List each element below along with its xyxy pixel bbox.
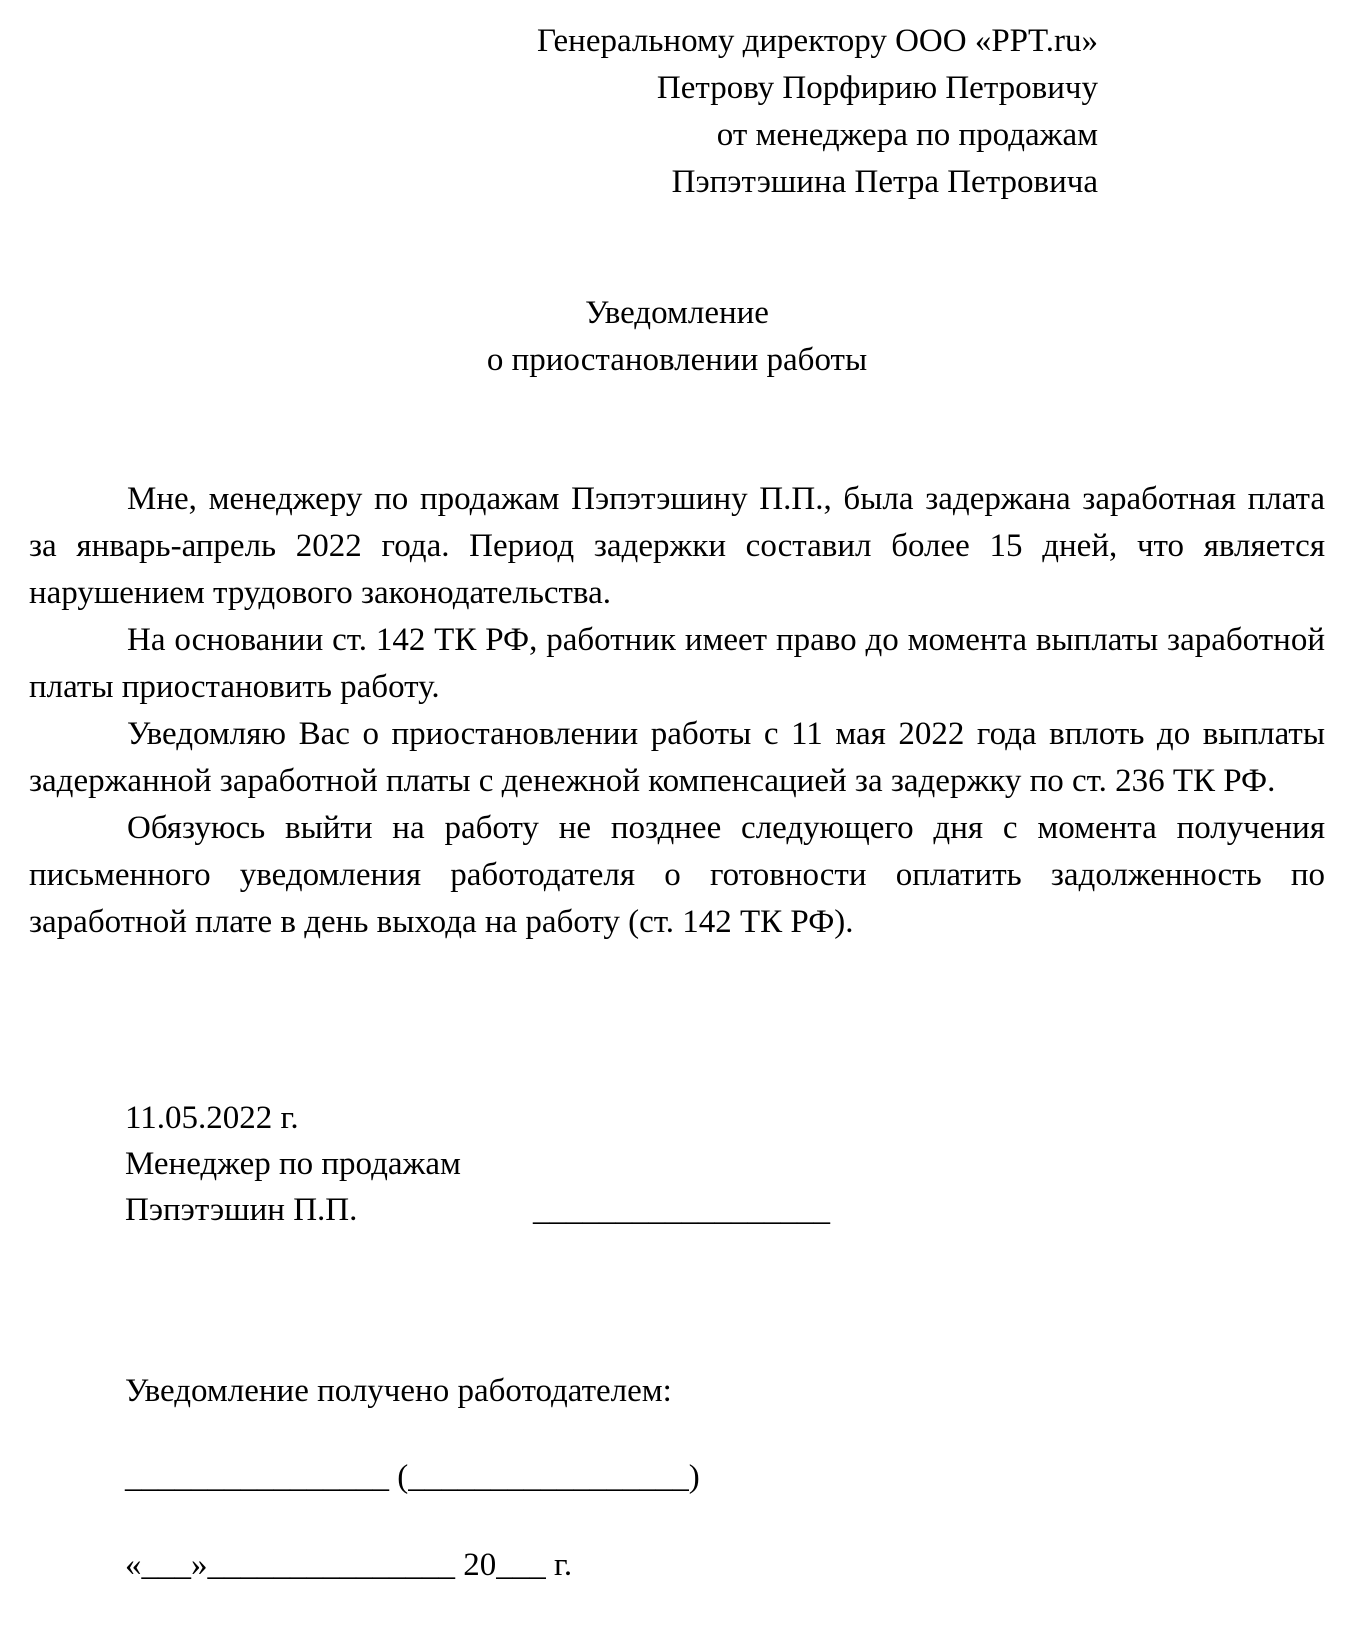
signature-name: Пэпэтэшин П.П. <box>125 1192 358 1228</box>
signature-blank-line: __________________ <box>533 1192 830 1228</box>
paragraph-salary-delay: Мне, менеджеру по продажам Пэпэтэшину П.П., была задержана заработная плата за январь-апрель 2022 года. Период задержки составил более 15 дней, что является нарушением трудового законодательства. <box>29 481 1325 611</box>
addressee-line-recipient-title: Генеральному директору ООО «PPT.ru» <box>536 23 1098 59</box>
received-label: Уведомление получено работодателем: <box>125 1373 672 1409</box>
document-title-line-2: о приостановлении работы <box>486 342 868 378</box>
received-date-blank: «___»_______________ 20___ г. <box>125 1547 573 1583</box>
addressee-line-sender-name: Пэпэтэшина Петра Петровича <box>671 164 1098 200</box>
paragraph-legal-basis: На основании ст. 142 ТК РФ, работник имеет право до момента выплаты заработной платы приостановить работу. <box>29 622 1325 705</box>
addressee-block <box>0 18 1357 206</box>
signature-block <box>125 1095 830 1233</box>
document-body <box>29 476 1325 946</box>
paragraph-return-obligation: Обязуюсь выйти на работу не позднее следующего дня с момента получения письменного уведомления работодателя о готовности оплатить задолженность по заработной плате в день выхода на работу (ст. 142 ТК РФ). <box>29 810 1325 940</box>
received-by-employer-block <box>125 1368 700 1589</box>
document-title-line-1: Уведомление <box>585 295 769 331</box>
document-title <box>29 290 1325 384</box>
signature-position: Менеджер по продажам <box>125 1146 461 1182</box>
received-signature-name-blanks: ________________ (_________________) <box>125 1459 700 1495</box>
addressee-line-recipient-name: Петрову Порфирию Петровичу <box>656 70 1098 106</box>
addressee-line-sender-position: от менеджера по продажам <box>716 117 1098 153</box>
signature-name-row <box>125 1187 830 1233</box>
paragraph-suspension-notice: Уведомляю Вас о приостановлении работы с 11 мая 2022 года вплоть до выплаты задержанной заработной платы с денежной компенсацией за задержку по ст. 236 ТК РФ. <box>29 716 1325 799</box>
signature-date: 11.05.2022 г. <box>125 1100 299 1136</box>
